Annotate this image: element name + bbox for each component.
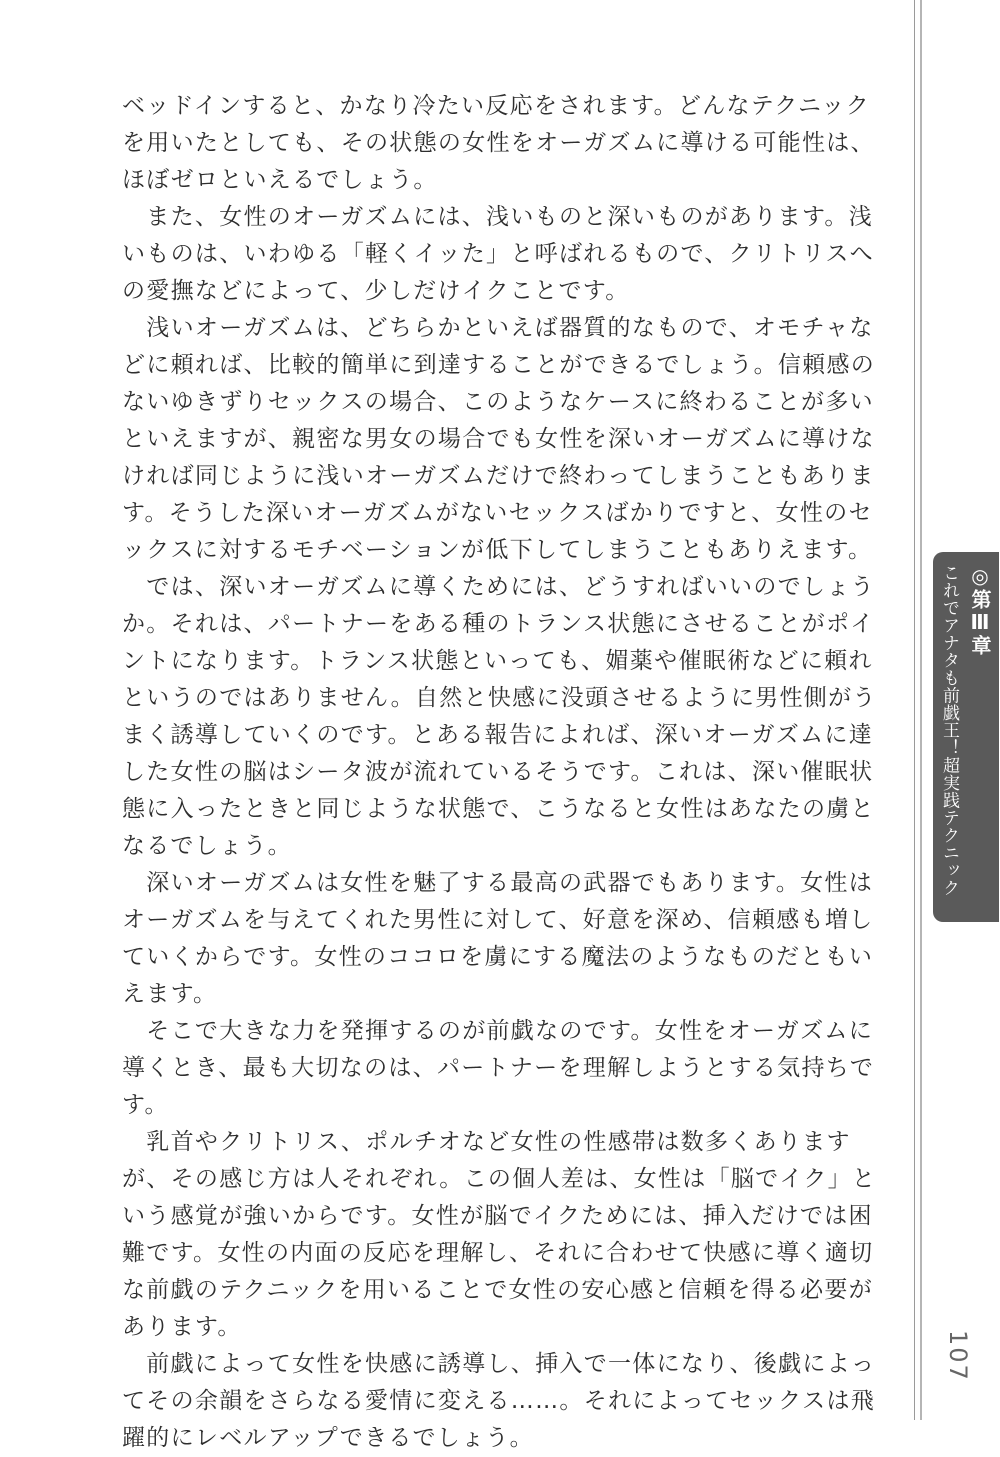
body-text — [122, 88, 892, 1457]
paragraph-8: 前戯によって女性を快感に誘導し、挿入で一体になり、後戯によってその余韻をさらなる愛情に変える……。それによってセックスは飛躍的にレベルアップできるでしょう。 — [122, 1351, 876, 1451]
page-number: 107 — [944, 1330, 972, 1382]
paragraph-4: では、深いオーガズムに導くためには、どうすればいいのでしょうか。それは、パートナーをある種のトランス状態にさせることがポイントになります。トランス状態といっても、媚薬や催眠術などに頼れというのではありません。自然と快感に没頭させるように男性側がうまく誘導していくのです。とある報告によれば、深いオーガズムに達した女性の脳はシータ波が流れているそうです。これは、深い催眠状態に入ったときと同じような状態で、こうなると女性はあなたの虜となるでしょう。 — [122, 574, 877, 859]
chapter-label: ◎第Ⅲ章 — [968, 564, 992, 656]
chapter-title: これでアナタも前戯王！超実践テクニック — [939, 564, 959, 897]
paragraph-6: そこで大きな力を発揮するのが前戯なのです。女性をオーガズムに導くとき、最も大切なのは、パートナーを理解しようとする気持ちです。 — [122, 1018, 875, 1118]
chapter-tab — [933, 552, 999, 922]
paragraph-7: 乳首やクリトリス、ポルチオなど女性の性感帯は数多くありますが、その感じ方は人それぞれ。この個人差は、女性は「脳でイク」という感覚が強いからです。女性が脳でイクためには、挿入だけでは困難です。女性の内面の反応を理解し、それに合わせて快感に導く適切な前戯のテクニックを用いることで女性の安心感と信頼を得る必要があります。 — [122, 1129, 877, 1340]
paragraph-3: 浅いオーガズムは、どちらかといえば器質的なもので、オモチャなどに頼れば、比較的簡単に到達することができるでしょう。信頼感のないゆきずりセックスの場合、このようなケースに終わることが多いといえますが、親密な男女の場合でも女性を深いオーガズムに導けなければ同じように浅いオーガズムだけで終わってしまうこともあります。そうした深いオーガズムがないセックスばかりですと、女性のセックスに対するモチベーションが低下してしまうこともありえます。 — [122, 315, 876, 563]
paragraph-5: 深いオーガズムは女性を魅了する最高の武器でもあります。女性はオーガズムを与えてくれた男性に対して、好意を深め、信頼感も増していくからです。女性のココロを虜にする魔法のようなものだともいえます。 — [122, 870, 874, 1007]
paragraph-2: また、女性のオーガズムには、浅いものと深いものがあります。浅いものは、いわゆる「軽くイッた」と呼ばれるもので、クリトリスへの愛撫などによって、少しだけイクことです。 — [122, 204, 874, 304]
paragraph-1: ベッドインすると、かなり冷たい反応をされます。どんなテクニックを用いたとしても、その状態の女性をオーガズムに導ける可能性は、ほぼゼロといえるでしょう。 — [122, 93, 875, 193]
edge-rule — [920, 0, 922, 1420]
edge-rule-thin — [914, 0, 915, 1420]
